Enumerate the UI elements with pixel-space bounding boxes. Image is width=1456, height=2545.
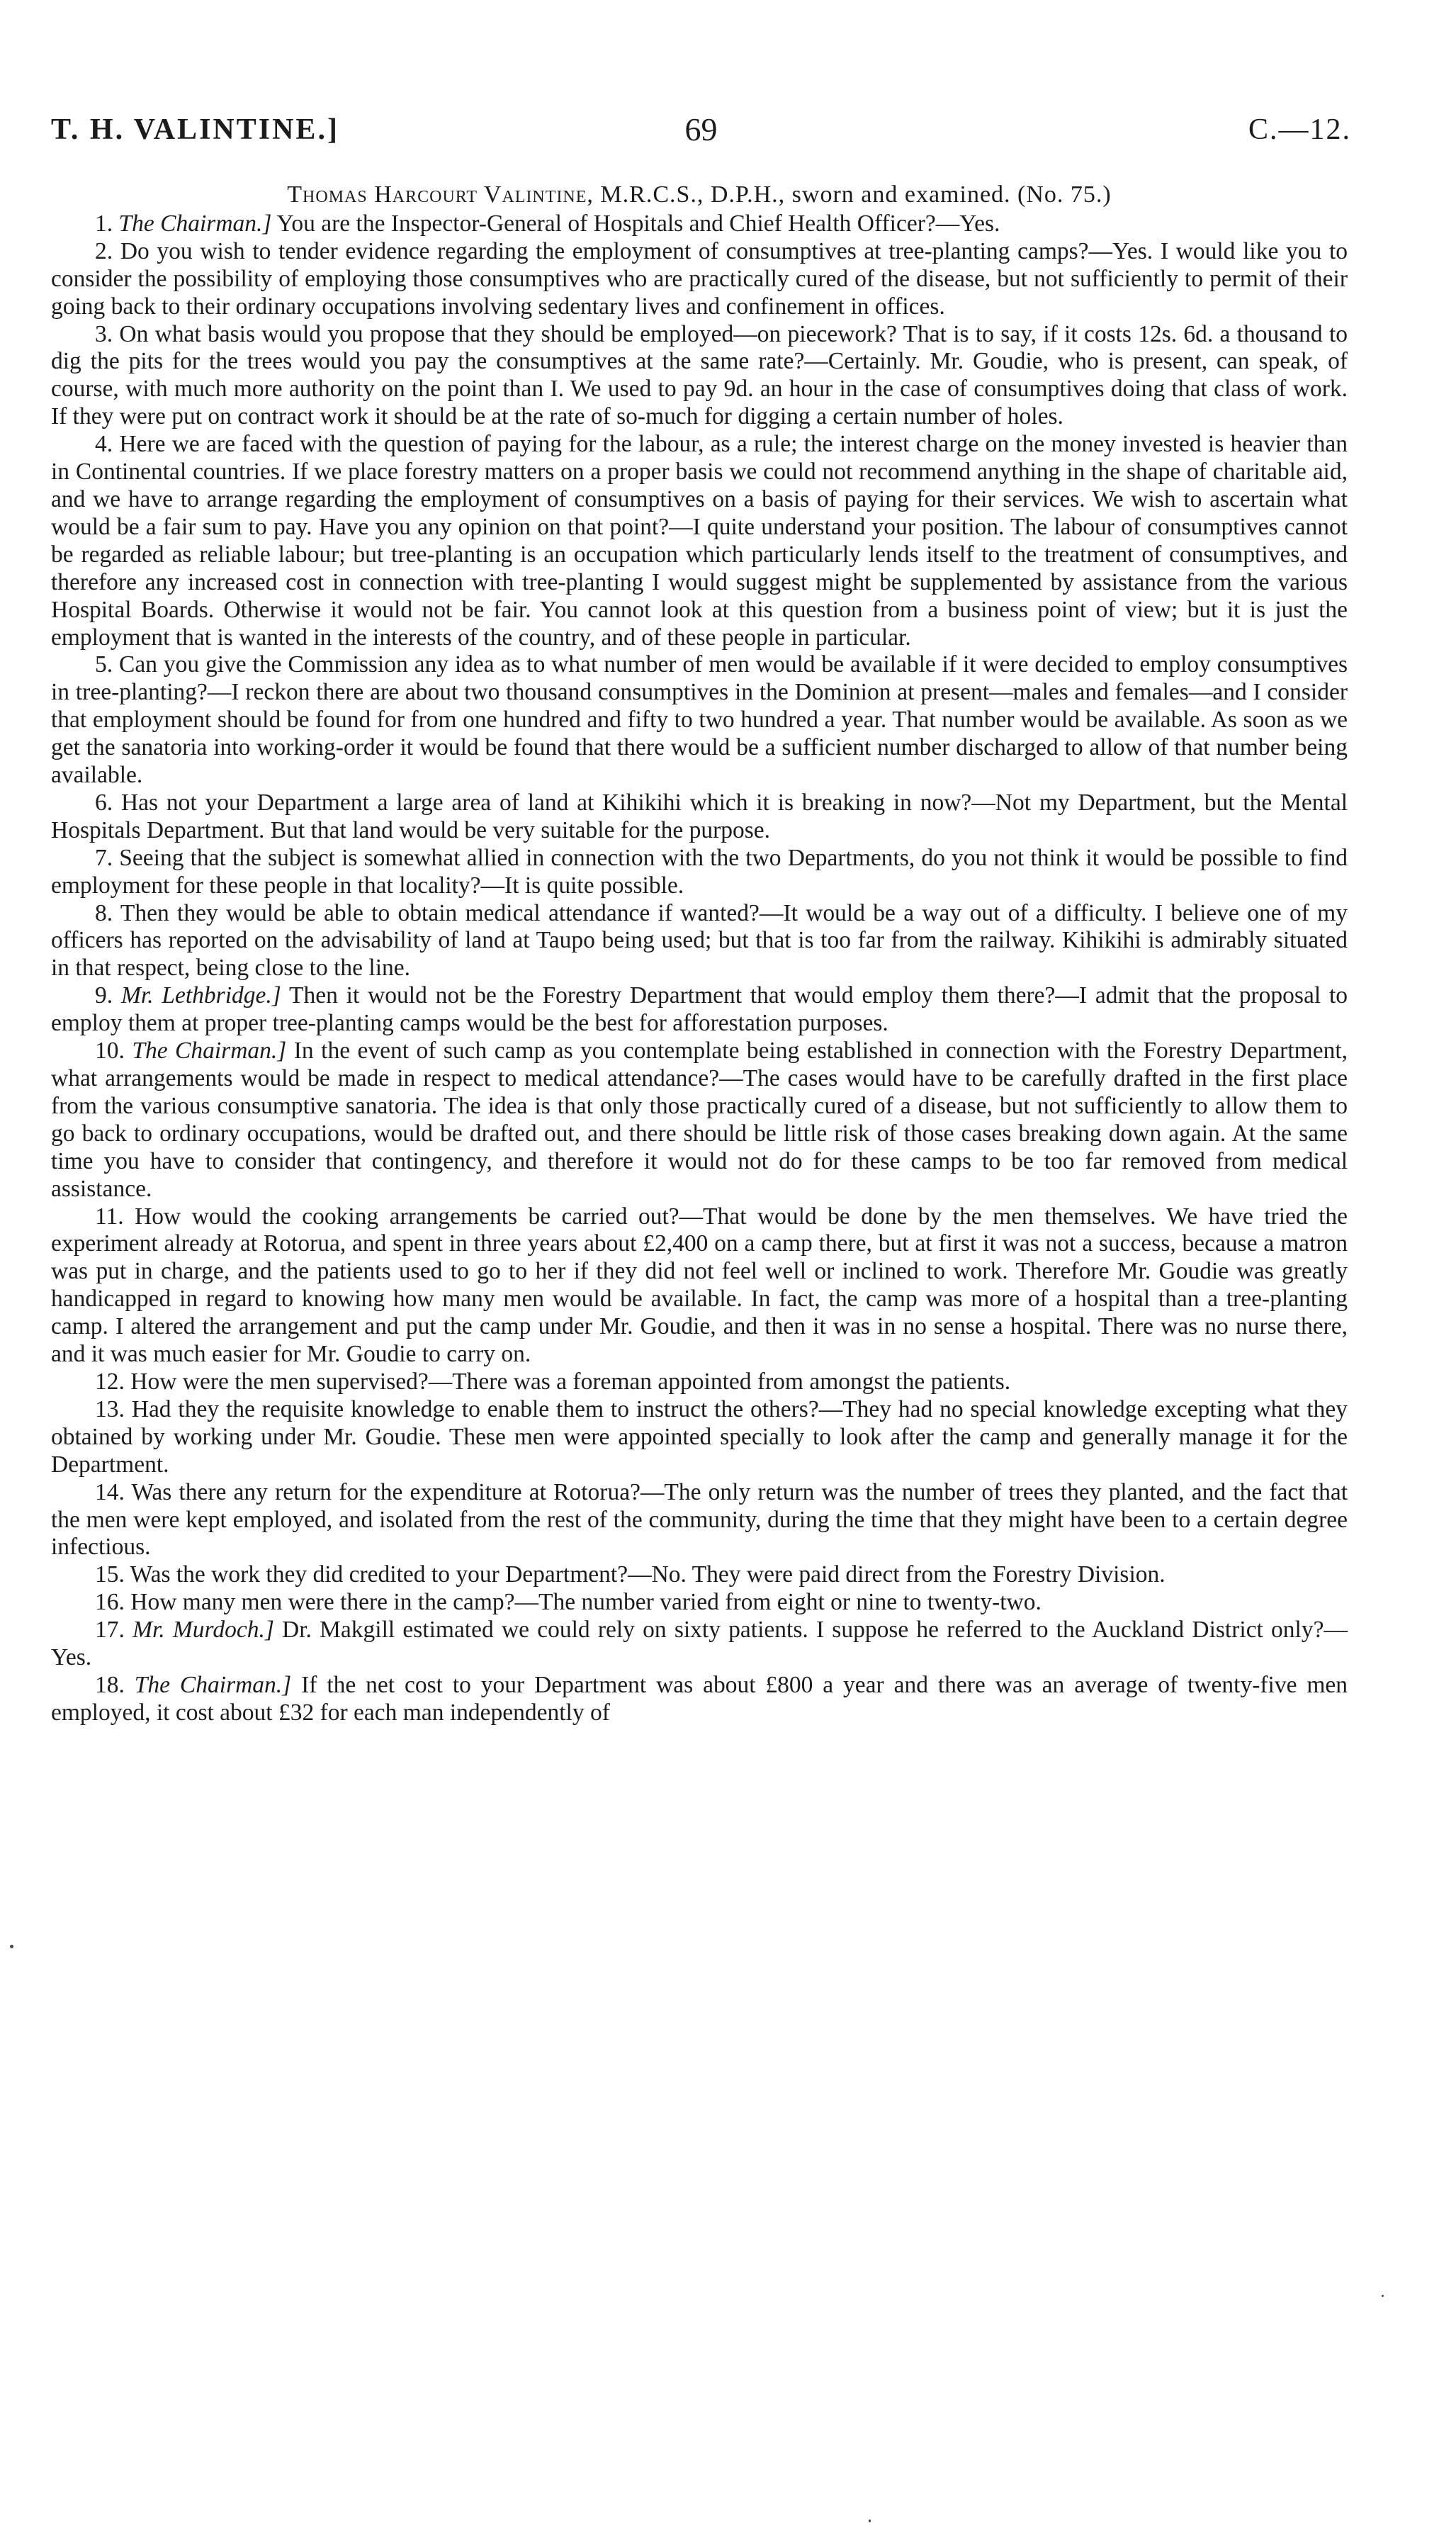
testimony-paragraph (51, 1396, 1348, 1479)
scan-speck (869, 2519, 871, 2522)
question-number: 1. (95, 210, 113, 237)
question-number: 10. (95, 1038, 125, 1064)
speaker-label: Mr. Lethbridge.] (120, 982, 281, 1009)
question-number: 9. (95, 982, 113, 1009)
question-number: 11. (95, 1203, 124, 1230)
testimony-text: How were the men supervised?—There was a foreman appointed from amongst the patients. (130, 1368, 1011, 1395)
question-number: 4. (95, 431, 113, 458)
document-body (51, 181, 1348, 1727)
testimony-paragraph (51, 1369, 1348, 1396)
question-number: 8. (95, 899, 113, 926)
testimony-text: If the net cost to your Department was about £800 a year and there was an average of twenty-five men employed, it cost about £32 for each man independently of (51, 1671, 1348, 1726)
testimony-paragraph (51, 900, 1348, 983)
testimony-text: Dr. Makgill estimated we could rely on sixty patients. I suppose he referred to the Auckland District only?—Yes. (51, 1617, 1348, 1671)
testimony-paragraph (51, 1479, 1348, 1562)
question-number: 17. (95, 1617, 125, 1644)
speaker-label: The Chairman.] (118, 210, 272, 237)
testimony-paragraph (51, 790, 1348, 845)
header-witness-name: T. H. VALINTINE.] (51, 113, 339, 146)
page-header (51, 105, 1351, 155)
question-number: 3. (95, 320, 113, 347)
testimony-paragraph (51, 651, 1348, 790)
testimony-paragraph (51, 1672, 1348, 1727)
testimony-paragraph (51, 982, 1348, 1038)
testimony-text: Had they the requisite knowledge to enable them to instruct the others?—They had no special knowledge excepting what they obtained by working under Mr. Goudie. These men were appointed specially to look after the camp and generally manage it for the Department. (51, 1395, 1348, 1478)
testimony-text: How many men were there in the camp?—The number varied from eight or nine to twenty-two. (130, 1589, 1042, 1616)
testimony-paragraph (51, 431, 1348, 651)
testimony-paragraph (51, 1617, 1348, 1672)
question-number: 14. (95, 1478, 125, 1505)
testimony-text: Has not your Department a large area of land at Kihikihi which it is breaking in now?—Not my Department, but the Mental Hospitals Department. But that land would be very suitable for the purpose. (51, 789, 1348, 843)
witness-qualifications: M.R.C.S., D.P.H., sworn and examined. (600, 181, 1011, 208)
question-number: 18. (95, 1671, 125, 1698)
testimony-text: Do you wish to tender evidence regarding the employment of consumptives at tree-planting camps?—Yes. I would like you to consider the possibility of employing those consumptives who are practically cured of the disease, but not sufficiently to permit of their going back to their ordinary occupations involving sedentary lives and confinement in offices. (51, 237, 1348, 320)
question-number: 7. (95, 844, 113, 871)
testimony-paragraph (51, 1561, 1348, 1589)
testimony-text: Then they would be able to obtain medical attendance if wanted?—It would be a way out of a difficulty. I believe one of my officers has reported on the advisability of land at Taupo being used; but that is too far from the railway. Kihikihi is admirably situated in that respect, being close to the line. (51, 899, 1348, 982)
testimony-text: How would the cooking arrangements be carried out?—That would be done by the men themselves. We have tried the experiment already at Rotorua, and spent in three years about £2,400 on a camp there, but at first it was not a success, because a matron was put in charge, and the patients used to go to her if they did not feel well or inclined to work. Therefore Mr. Goudie was greatly handicapped in regard to knowing how many men would be available. In fact, the camp was more of a hospital than a tree-planting camp. I altered the arrangement and put the camp under Mr. Goudie, and then it was in no sense a hospital. There was no nurse there, and it was much easier for Mr. Goudie to carry on. (51, 1203, 1348, 1368)
testimony-text: Then it would not be the Forestry Department that would employ them there?—I admit that the proposal to employ them at proper tree-planting camps would be the best for afforestation purposes. (51, 982, 1348, 1037)
question-number: 16. (95, 1589, 125, 1616)
testimony-paragraph (51, 210, 1348, 238)
testimony-text: On what basis would you propose that they should be employed—on piecework? That is to say, if it costs 12s. 6d. a thousand to dig the pits for the trees would you pay the consumptives at the same rate?—Certainly. Mr. Goudie, who is present, can speak, of course, with much more authority on the point than I. We used to pay 9d. an hour in the case of consumptives doing that class of work. If they were put on contract work it should be at the rate of so-much for digging a certain number of holes. (51, 320, 1348, 430)
testimony-text: Here we are faced with the question of paying for the labour, as a rule; the interest charge on the money invested is heavier than in Continental countries. If we place forestry matters on a proper basis we could not recommend anything in the shape of charitable aid, and we have to arrange regarding the employment of consumptives on a basis of paying for their services. We wish to ascertain what would be a fair sum to pay. Have you any opinion on that point?—I quite understand your position. The labour of consumptives cannot be regarded as reliable labour; but tree-planting is an occupation which particularly lends itself to the treatment of consumptives, and therefore any increased cost in connection with tree-planting I would suggest might be supplemented by assistance from the various Hospital Boards. Otherwise it would not be fair. You cannot look at this question from a business point of view; but it is just the employment that is wanted in the interests of the country, and of these people in particular. (51, 431, 1348, 651)
testimony-paragraph (51, 1589, 1348, 1617)
speaker-label: The Chairman.] (132, 1038, 287, 1064)
paper-reference: C.—12. (1248, 113, 1351, 146)
witness-number: (No. 75.) (1017, 181, 1112, 208)
testimony-text: Was the work they did credited to your Department?—No. They were paid direct from the Forestry Division. (130, 1561, 1166, 1588)
testimony-text: In the event of such camp as you contemplate being established in connection with the Forestry Department, what arrangements would be made in respect to medical attendance?—The cases would have to be carefully drafted in the first place from the various consumptive sanatoria. The idea is that only those practically cured of a disease, but not sufficiently to allow them to go back to ordinary occupations, would be drafted out, and there should be little risk of those cases breaking down again. At the same time you have to consider that contingency, and therefore it would not do for these camps to be too far removed from medical assistance. (51, 1038, 1348, 1202)
question-number: 6. (95, 789, 113, 816)
scan-speck (1382, 2295, 1384, 2297)
question-number: 2. (95, 237, 113, 264)
testimony-paragraph (51, 845, 1348, 900)
testimony-paragraph (51, 1203, 1348, 1369)
testimony-paragraph (51, 321, 1348, 432)
speaker-label: The Chairman.] (134, 1671, 292, 1698)
question-number: 12. (95, 1368, 125, 1395)
scan-speck (10, 1945, 13, 1948)
page-number: 69 (684, 111, 718, 147)
testimony-text: Can you give the Commission any idea as to what number of men would be available if it were decided to employ consumptives in tree-planting?—I reckon there are about two thousand consumptives in the Dominion at present—males and females—and I consider that employment should be found for from one hundred and fifty to two hundred a year. That number would be available. As soon as we get the sanatoria into working-order it would be found that there would be a sufficient number discharged to allow of that number being available. (51, 651, 1348, 789)
testimony-text: Was there any return for the expenditure at Rotorua?—The only return was the number of trees they planted, and the fact that the men were kept employed, and isolated from the rest of the community, during the time that they might have been to a certain degree infectious. (51, 1478, 1348, 1561)
testimony-text: Seeing that the subject is somewhat allied in connection with the two Departments, do you not think it would be possible to find employment for these people in that locality?—It is quite possible. (51, 844, 1348, 899)
question-number: 15. (95, 1561, 125, 1588)
speaker-label: Mr. Murdoch.] (132, 1617, 274, 1644)
testimony-text: You are the Inspector-General of Hospitals and Chief Health Officer?—Yes. (271, 210, 1000, 237)
testimony (51, 210, 1348, 1727)
witness-heading (51, 181, 1348, 209)
testimony-paragraph (51, 1038, 1348, 1203)
question-number: 13. (95, 1395, 125, 1422)
question-number: 5. (95, 651, 113, 678)
testimony-paragraph (51, 238, 1348, 321)
witness-name: Thomas Harcourt Valintine, (287, 181, 594, 208)
